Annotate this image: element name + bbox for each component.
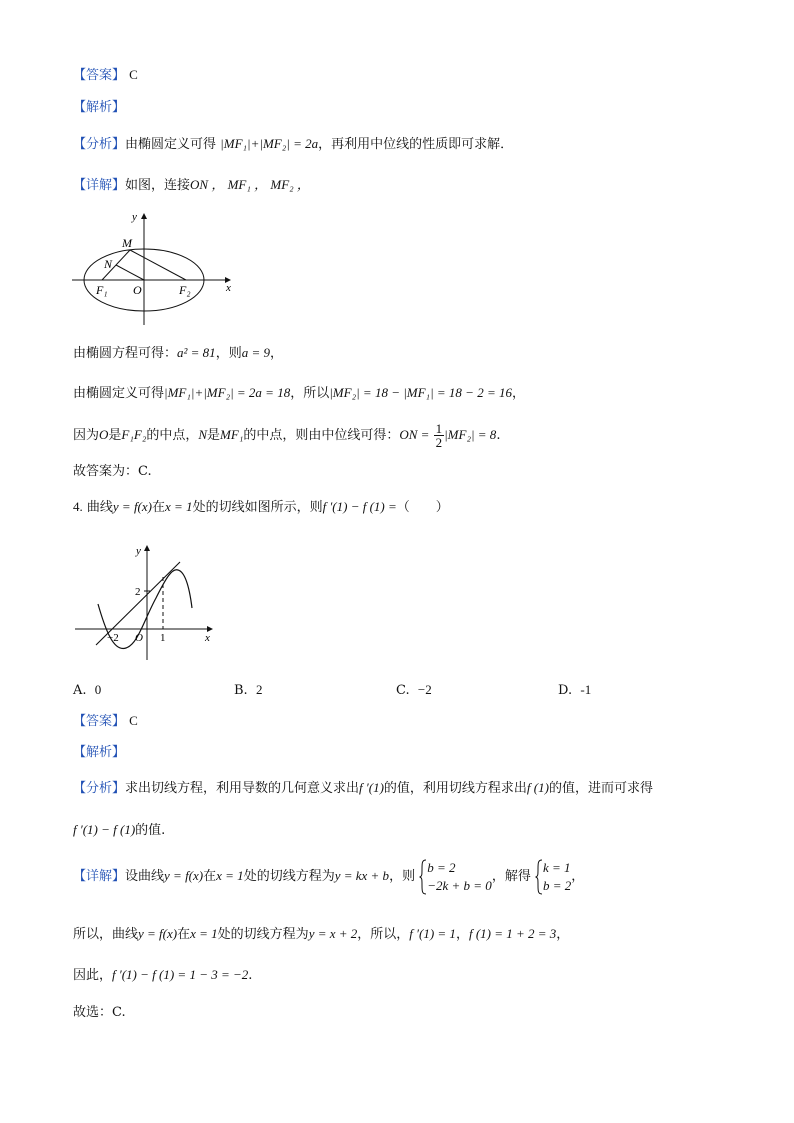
- fenxi-f1: f ′(1): [359, 780, 384, 795]
- stem-c: 处的切线如图所示，则: [192, 500, 323, 515]
- line3-b: 是: [108, 428, 122, 443]
- brace-system2: [535, 859, 543, 895]
- answer-tag: 【答案】: [73, 714, 126, 729]
- line2-mid: ，所以: [290, 386, 330, 401]
- system1: [427, 859, 492, 895]
- answer-value: C: [129, 713, 138, 728]
- q3-detail-line: [73, 176, 310, 195]
- fraction-half: [434, 422, 445, 449]
- option-d[interactable]: [558, 682, 591, 698]
- analysis-tag: 【解析】: [73, 100, 126, 115]
- so-e2: f (1) = 1 + 2 = 3: [468, 926, 557, 941]
- fig-label-F1: F₁: [96, 283, 108, 297]
- line3-e: 的中点，则由中位线可得：: [243, 428, 400, 443]
- fraction-den: 2: [435, 435, 443, 450]
- fig-label-O: O: [133, 283, 142, 297]
- option-label: A.: [73, 683, 87, 698]
- line2-formula2: |MF₂| = 18 − |MF₁| = 18 − 2 = 16: [329, 385, 512, 400]
- so-f: y = f(x): [138, 926, 178, 941]
- segment-ON: [116, 265, 144, 280]
- detail-tag: 【详解】: [73, 178, 126, 193]
- line3-F1F2: F₁F₂: [121, 427, 147, 442]
- hence-end: .: [248, 968, 253, 983]
- q4-so-line: [73, 925, 569, 944]
- system1-eq1: b = 2: [427, 859, 456, 875]
- q3-fenxi-line: [73, 135, 513, 154]
- line1-mid: ，则: [215, 346, 242, 361]
- detail-b: 在: [203, 869, 217, 884]
- hence-a: 因此，: [73, 968, 113, 983]
- q3-answer-line: [73, 66, 138, 85]
- fig-label-y: y: [132, 211, 137, 223]
- so-end: ，: [556, 927, 570, 942]
- fenxi-line2-post: 的值.: [135, 823, 166, 838]
- detail-text: 如图，连接: [125, 178, 191, 193]
- line2-text: 由椭圆定义可得: [73, 386, 165, 401]
- line1-formula: a² = 81: [177, 345, 216, 360]
- fenxi-tag: 【分析】: [73, 781, 126, 796]
- line3-O: O: [99, 427, 109, 442]
- line3-a: 因为: [73, 428, 100, 443]
- answer-value: C: [129, 67, 138, 82]
- detail-x: x = 1: [216, 868, 244, 883]
- fenxi-formula: |MF₁|+|MF₂| = 2a: [220, 136, 319, 151]
- brace-system1: [419, 859, 427, 895]
- option-value: 0: [94, 682, 102, 697]
- line3-ON: ON =: [399, 427, 430, 442]
- line3-MF1: MF₁: [220, 427, 244, 442]
- so-eq: y = x + 2: [308, 926, 358, 941]
- detail-c: 处的切线方程为: [243, 869, 335, 884]
- q3-analysis-line: [73, 99, 125, 117]
- detail-d: ，则: [389, 869, 416, 884]
- stem-expr: f ′(1) − f (1) =: [322, 499, 397, 514]
- fig-label-one: 1: [160, 632, 166, 644]
- detail-eq: y = kx + b: [334, 868, 390, 883]
- option-value: −2: [417, 682, 432, 697]
- fenxi-c: 的值，进而可求得: [548, 781, 653, 796]
- q4-stem: [73, 498, 449, 517]
- q4-answer-line: [73, 712, 138, 731]
- fig-label-neg-two: −2: [107, 632, 119, 644]
- fig-label-F2: F₂: [179, 283, 191, 297]
- so-c: 处的切线方程为: [217, 927, 309, 942]
- fig-label-M: M: [122, 236, 132, 250]
- q4-detail-line: [73, 858, 584, 895]
- fenxi-post: ，再利用中位线的性质即可求解．: [318, 137, 514, 152]
- detail-end: ，: [571, 869, 585, 884]
- fig-label-y: y: [136, 545, 141, 557]
- option-value: 2: [255, 682, 263, 697]
- line2-post: ，: [511, 386, 525, 401]
- detail-a: 设曲线: [125, 869, 165, 884]
- line3-c: 的中点，: [146, 428, 199, 443]
- line2-formula: |MF₁|+|MF₂| = 2a = 18: [164, 385, 291, 400]
- line1-formula2: a = 9: [241, 345, 270, 360]
- q4-fenxi-line2: [73, 821, 165, 840]
- stem-b: 在: [152, 500, 166, 515]
- system2-eq1: k = 1: [542, 859, 571, 875]
- fenxi-a: 求出切线方程，利用导数的几何意义求出: [125, 781, 360, 796]
- answer-tag: 【答案】: [73, 68, 126, 83]
- system2: [543, 859, 571, 895]
- line3-d: 是: [207, 428, 221, 443]
- q4-number: 4.: [73, 499, 83, 514]
- fig-label-two: 2: [135, 586, 141, 598]
- option-label: D.: [558, 683, 573, 698]
- q3-line2: [73, 384, 525, 403]
- option-c[interactable]: [396, 682, 432, 698]
- fraction-num: 1: [435, 421, 443, 436]
- q4-conclusion: 故选：C.: [73, 1005, 126, 1020]
- tangent-figure: [72, 540, 222, 665]
- option-label: B.: [234, 683, 248, 698]
- q3-line1: [73, 344, 283, 363]
- line1-post: ，: [269, 346, 283, 361]
- so-x: x = 1: [190, 926, 218, 941]
- line3-N: N: [198, 427, 208, 442]
- fenxi-line2-expr: f ′(1) − f (1): [73, 822, 136, 837]
- q3-conclusion: 故答案为：C.: [73, 464, 152, 479]
- fig-label-x: x: [226, 282, 231, 294]
- ellipse-figure: [70, 208, 240, 328]
- option-value: -1: [580, 682, 592, 697]
- option-label: C.: [396, 683, 410, 698]
- option-a[interactable]: [73, 682, 101, 698]
- so-e1: f ′(1) = 1: [409, 926, 456, 941]
- line1-text: 由椭圆方程可得：: [73, 346, 178, 361]
- detail-items: ON ， MF₁ ， MF₂ ，: [190, 177, 310, 192]
- q4-analysis-line: [73, 744, 125, 762]
- fig-label-N: N: [104, 257, 113, 271]
- fenxi-tag: 【分析】: [73, 137, 126, 152]
- detail-f: y = f(x): [164, 868, 204, 883]
- so-d: ，所以，: [357, 927, 410, 942]
- q3-line3: [73, 422, 500, 449]
- system1-eq2: −2k + b = 0: [427, 877, 492, 893]
- q4-hence-line: [73, 966, 252, 985]
- so-b: 在: [177, 927, 191, 942]
- so-a: 所以，曲线: [73, 927, 139, 942]
- fig-label-x: x: [205, 632, 210, 644]
- q4-fenxi-line: [73, 779, 653, 798]
- stem-f: y = f(x): [112, 499, 152, 514]
- detail-tag: 【详解】: [73, 869, 126, 884]
- fenxi-b: 的值，利用切线方程求出: [383, 781, 527, 796]
- line3-end: .: [496, 428, 501, 443]
- detail-e: ，解得: [491, 869, 531, 884]
- stem-x: x = 1: [165, 499, 193, 514]
- fenxi-text: 由椭圆定义可得: [125, 137, 217, 152]
- fenxi-f2: f (1): [526, 780, 549, 795]
- system2-eq2: b = 2: [542, 877, 572, 893]
- fig-label-O: O: [135, 632, 143, 644]
- option-b[interactable]: [234, 682, 262, 698]
- hence-expr: f ′(1) − f (1) = 1 − 3 = −2: [112, 967, 249, 982]
- analysis-tag: 【解析】: [73, 745, 126, 760]
- stem-a: 曲线: [86, 500, 113, 515]
- stem-paren: （ ）: [396, 500, 449, 515]
- so-sep: ，: [455, 927, 469, 942]
- line3-tail: |MF₂| = 8: [444, 427, 497, 442]
